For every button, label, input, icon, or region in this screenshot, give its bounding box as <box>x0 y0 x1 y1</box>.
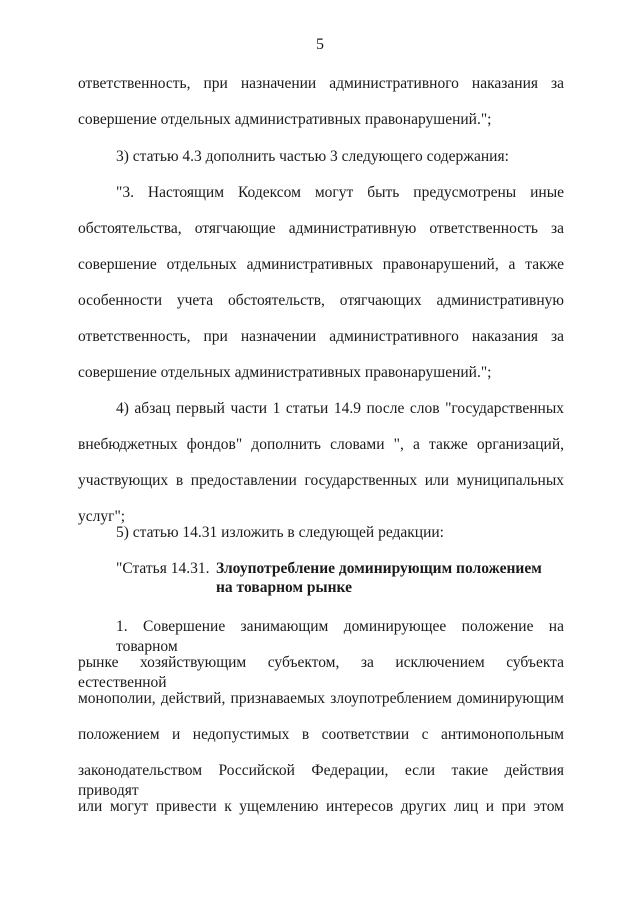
text-line: 3) статью 4.3 дополнить частью 3 следующего содержания: <box>116 148 509 165</box>
page-number: 5 <box>316 36 324 53</box>
text-line: положением и недопустимых в соответствии с антимонопольным <box>78 726 564 743</box>
text-line: ответственность, при назначении административного наказания за <box>78 328 564 345</box>
article-heading-label: "Статья 14.31. <box>116 560 210 577</box>
text-line: 5) статью 14.31 изложить в следующей редакции: <box>116 524 444 541</box>
text-line: внебюджетных фондов" дополнить словами ", а также организаций, <box>78 436 564 453</box>
article-heading-title: Злоупотребление доминирующим положением <box>216 560 542 577</box>
text-line: участвующих в предоставлении государственных или муниципальных <box>78 472 564 489</box>
text-line: монополии, действий, признаваемых злоупотреблением доминирующим <box>78 690 564 707</box>
text-line: совершение отдельных административных правонарушений."; <box>78 111 492 128</box>
text-line: 4) абзац первый части 1 статьи 14.9 после слов "государственных <box>116 400 564 417</box>
text-line: особенности учета обстоятельств, отягчающих административную <box>78 292 564 309</box>
text-line: совершение отдельных административных правонарушений."; <box>78 364 492 381</box>
text-line: "3. Настоящим Кодексом могут быть предусмотрены иные <box>116 184 564 201</box>
article-heading-title-continued: на товарном рынке <box>216 579 352 596</box>
text-line: рынке хозяйствующим субъектом, за исключением субъекта естественной <box>78 654 564 691</box>
text-line: законодательством Российской Федерации, если такие действия приводят <box>78 762 564 799</box>
text-line: 1. Совершение занимающим доминирующее положение на товарном <box>116 618 564 655</box>
text-line: обстоятельства, отягчающие административную ответственность за <box>78 220 564 237</box>
text-line: совершение отдельных административных правонарушений, а также <box>78 256 564 273</box>
text-line: или могут привести к ущемлению интересов других лиц и при этом <box>78 798 564 815</box>
text-line: ответственность, при назначении административного наказания за <box>78 75 564 92</box>
text-line: услуг"; <box>78 508 126 525</box>
